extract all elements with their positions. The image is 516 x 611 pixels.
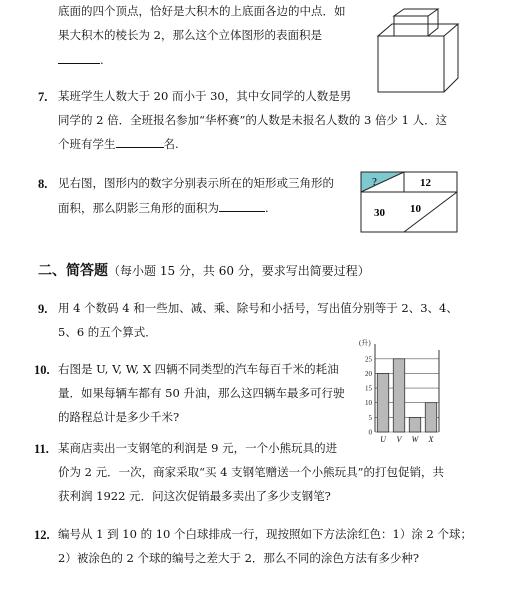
- q7-line1: 某班学生人数大于 20 而小于 30，其中女同学的人数是男: [58, 89, 352, 103]
- q11-line3: 获利润 1922 元．问这次促销最多卖出了多少支钢笔?: [58, 489, 331, 503]
- q7-line3-b: 名.: [163, 137, 179, 151]
- chart-x-label: W: [411, 435, 419, 444]
- q12-number: 12.: [34, 528, 50, 542]
- q12-line2: 2）被涂色的 2 个球的编号之差大于 2．那么不同的涂色方法有多少种?: [58, 551, 420, 565]
- chart-y-tick: 10: [365, 399, 372, 408]
- q12-line1: 编号从 1 到 10 的 10 个白球排成一行，现按照如下方法涂红色：1）涂 2 个球；: [58, 527, 472, 541]
- chart-bar-W: [409, 417, 421, 432]
- q8-number: 8.: [38, 177, 48, 191]
- q10-number: 10.: [34, 363, 50, 377]
- q10-line3: 的路程总计是多少千米?: [58, 410, 180, 424]
- q6-line2: 果大积木的棱长为 2，那么这个立体图形的表面积是: [58, 28, 322, 42]
- chart-x-label: X: [428, 435, 434, 444]
- chart-y-tick: 25: [365, 355, 372, 364]
- q6-line1: 底面的四个顶点，恰好是大积木的上底面各边的中点．如: [58, 4, 346, 18]
- q7-answer-blank: [116, 137, 164, 148]
- chart-bar-U: [377, 373, 389, 432]
- section-subtitle: （每小题 15 分，共 60 分，要求写出简要过程）: [108, 264, 370, 278]
- q9-line2: 5、6 的五个算式．: [58, 325, 157, 339]
- area-figure: [360, 170, 460, 236]
- q11-line1: 某商店卖出一支钢笔的利润是 9 元，一个小熊玩具的进: [58, 441, 338, 455]
- q10-line2: 量．如果每辆车都有 50 升油，那么这四辆车最多可行驶: [58, 386, 345, 400]
- q11-number: 11.: [34, 442, 49, 456]
- chart-y-tick: 0: [368, 428, 372, 437]
- q9-line1: 用 4 个数码 4 和一些加、减、乘、除号和小括号，写出值分别等于 2、3、4、: [58, 301, 458, 315]
- q8-answer-blank: [219, 201, 265, 212]
- q6-answer-blank: .: [58, 53, 104, 67]
- bottom-left-label: 30: [374, 207, 385, 219]
- chart-bar-V: [393, 359, 405, 432]
- q8-line1: 见右图，图形内的数字分别表示所在的矩形或三角形的: [58, 176, 334, 190]
- q7-line2: 同学的 2 倍．全班报名参加“华杯赛”的人数是未报名人数的 3 倍少 1 人．这: [58, 113, 448, 127]
- q7-line3-a: 个班有学生: [58, 137, 116, 151]
- fuel-bar-chart: [355, 336, 445, 448]
- shaded-label: ?: [372, 176, 377, 188]
- chart-y-unit: (升): [359, 339, 371, 347]
- chart-y-tick: 15: [365, 384, 372, 393]
- q8-line2: 面积，那么阴影三角形的面积为 .: [58, 201, 269, 215]
- chart-bar-X: [425, 403, 437, 432]
- stacked-cubes-figure: [372, 6, 464, 94]
- q11-line2: 价为 2 元．一次，商家采取“买 4 支钢笔赠送一个小熊玩具”的打包促销，共: [58, 465, 445, 479]
- q9-number: 9.: [38, 302, 48, 316]
- chart-y-tick: 5: [368, 413, 372, 422]
- q7-line3: [58, 137, 179, 151]
- section-heading: [38, 262, 370, 280]
- q8-line2-text: 面积，那么阴影三角形的面积为: [58, 201, 219, 215]
- right-triangle-label: 10: [410, 203, 421, 215]
- q10-line1: 右图是 U, V, W, X 四辆不同类型的汽车每百千米的耗油: [58, 362, 339, 376]
- chart-x-label: V: [396, 435, 402, 444]
- q7-number: 7.: [38, 90, 48, 104]
- chart-y-tick: 20: [365, 369, 372, 378]
- chart-x-label: U: [380, 435, 386, 444]
- top-right-label: 12: [420, 177, 431, 189]
- section-title: 二、简答题: [38, 263, 108, 279]
